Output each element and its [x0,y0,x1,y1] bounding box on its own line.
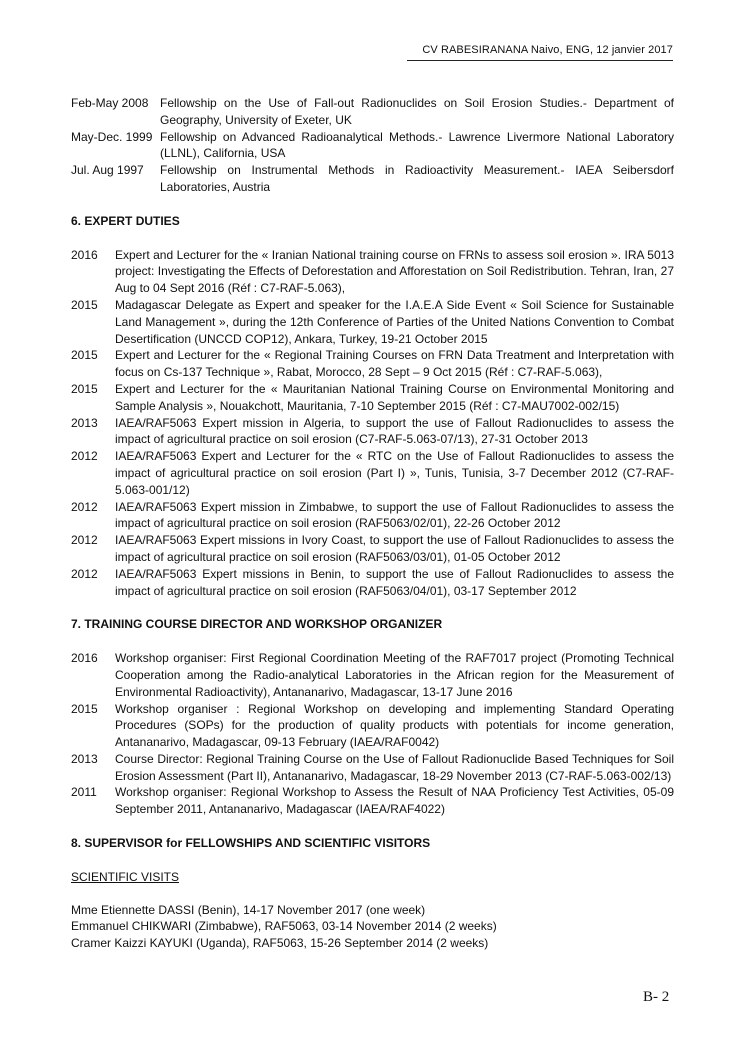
document-body [71,95,674,952]
duty-year: 2012 [71,449,98,464]
duty-entry [71,499,674,533]
duty-entry [71,532,674,566]
expert-duties-list [71,247,674,600]
fellowship-date: May-Dec. 1999 [71,129,153,144]
section-title-training-director: 7. TRAINING COURSE DIRECTOR AND WORKSHOP ORGANIZER [71,617,443,632]
training-year: 2013 [71,751,98,766]
duty-entry [71,247,674,297]
scientific-visits-heading: SCIENTIFIC VISITS [71,869,180,884]
duty-year: 2015 [71,381,98,396]
training-year: 2016 [71,651,98,666]
training-text: Workshop organiser: Regional Workshop to Assess the Result of NAA Proficiency Test Activities, 05-09 September 2011, Antananarivo, Madagascar (IAEA/RAF4022) [115,785,674,817]
fellowship-text: Fellowship on Advanced Radioanalytical Methods.- Lawrence Livermore National Laboratory (LLNL), California, USA [160,129,674,161]
section-title-supervisor: 8. SUPERVISOR for FELLOWSHIPS AND SCIENTIFIC VISITORS [71,836,431,851]
section-title-expert-duties: 6. EXPERT DUTIES [71,213,180,228]
duty-entry [71,297,674,347]
duty-text: IAEA/RAF5063 Expert missions in Ivory Coast, to support the use of Fallout Radionuclides to assess the impact of agricultural practice on soil erosion (RAF5063/03/01), 01-05 October 2012 [115,533,674,564]
duty-text: IAEA/RAF5063 Expert mission in Algeria, to support the use of Fallout Radionuclides to assess the impact of agricultural practice on soil erosion (C7-RAF-5.063-07/13), 27-31 October 2013 [115,415,674,447]
visit-entry: Mme Etiennette DASSI (Benin), 14-17 November 2017 (one week) [71,902,426,917]
duty-entry [71,415,674,449]
fellowship-text: Fellowship on Instrumental Methods in Radioactivity Measurement.- IAEA Seibersdorf Laboratories, Austria [160,163,674,194]
scientific-visits-list [71,902,674,952]
fellowship-entry [71,95,674,129]
visit-entry: Emmanuel CHIKWARI (Zimbabwe), RAF5063, 03-14 November 2014 (2 weeks) [71,919,497,934]
training-text: Workshop organiser: First Regional Coordination Meeting of the RAF7017 project (Promoting Technical Cooperation among the Radio-analytical Laboratories in the African region for the Measurement of Environmental Radioactivity), Antananarivo, Madagascar, 13-17 June 2016 [115,651,674,699]
duty-year: 2015 [71,348,98,363]
training-entry [71,650,674,700]
duty-year: 2016 [71,247,98,262]
duty-text: IAEA/RAF5063 Expert missions in Benin, to support the use of Fallout Radionuclides to assess the impact of agricultural practice on soil erosion (RAF5063/04/01), 03-17 September 2012 [115,566,674,598]
training-entry [71,701,674,751]
training-entry [71,784,674,818]
training-director-list [71,650,674,818]
duty-text: Expert and Lecturer for the « Mauritanian National Training Course on Environmental Monitoring and Sample Analysis », Nouakchott, Mauritania, 7-10 September 2015 (Réf : C7-MAU7002-002/15) [115,381,674,413]
fellowship-text: Fellowship on the Use of Fall-out Radionuclides on Soil Erosion Studies.- Department of Geography, University of Exeter, UK [160,96,674,127]
fellowship-date: Jul. Aug 1997 [71,163,144,178]
duty-year: 2013 [71,415,98,430]
fellowship-list [71,95,674,196]
page-header: CV RABESIRANANA Naivo, ENG, 12 janvier 2017 [407,43,673,61]
duty-text: Expert and Lecturer for the « Regional Training Courses on FRN Data Treatment and Interpretation with focus on Cs-137 Technique », Rabat, Morocco, 28 Sept – 9 Oct 2015 (Réf : C7-RAF-5.063), [115,348,674,380]
training-entry [71,751,674,785]
duty-entry [71,448,674,498]
training-year: 2015 [71,701,98,716]
training-text: Workshop organiser : Regional Workshop on developing and implementing Standard Operating Procedures (SOPs) for the production of quality products with potentials for income generation, Antananarivo, Madagascar, 09-13 February (IAEA/RAF0042) [115,701,674,750]
duty-text: IAEA/RAF5063 Expert mission in Zimbabwe, to support the use of Fallout Radionuclides to assess the impact of agricultural practice on soil erosion (RAF5063/02/01), 22-26 October 2012 [115,499,674,531]
visit-entry: Cramer Kaizzi KAYUKI (Uganda), RAF5063, 15-26 September 2014 (2 weeks) [71,936,489,951]
training-text: Course Director: Regional Training Course on the Use of Fallout Radionuclide Based Techniques for Soil Erosion Assessment (Part II), Antananarivo, Madagascar, 18-29 November 2013 (C7-RAF-5.063-002/13) [115,751,674,783]
duty-year: 2012 [71,533,98,548]
duty-entry [71,566,674,600]
page-number: B- 2 [643,989,670,1005]
duty-text: Expert and Lecturer for the « Iranian National training course on FRNs to assess soil erosion ». IRA 5013 project: Investigating the Effects of Deforestation and Afforestation on Soil Redistribution. Tehran, Iran, 27 Aug to 04 Sept 2016 (Réf : C7-RAF-5.063), [115,247,674,296]
duty-year: 2015 [71,297,98,312]
duty-year: 2012 [71,499,98,514]
training-year: 2011 [71,785,97,800]
fellowship-entry [71,129,674,163]
duty-entry [71,381,674,415]
fellowship-entry [71,162,674,196]
duty-year: 2012 [71,566,98,581]
duty-text: Madagascar Delegate as Expert and speaker for the I.A.E.A Side Event « Soil Science for Sustainable Land Management », during the 12th Conference of Parties of the United Nations Convention to Combat Desertification (UNCCD COP12), Ankara, Turkey, 19-21 October 2015 [115,297,674,346]
duty-text: IAEA/RAF5063 Expert and Lecturer for the « RTC on the Use of Fallout Radionuclides to assess the impact of agricultural practice on soil erosion (Part I) », Tunis, Tunisia, 3-7 December 2012 (C7-RAF-5.063-001/12) [115,449,674,497]
fellowship-date: Feb-May 2008 [71,96,149,110]
duty-entry [71,347,674,381]
